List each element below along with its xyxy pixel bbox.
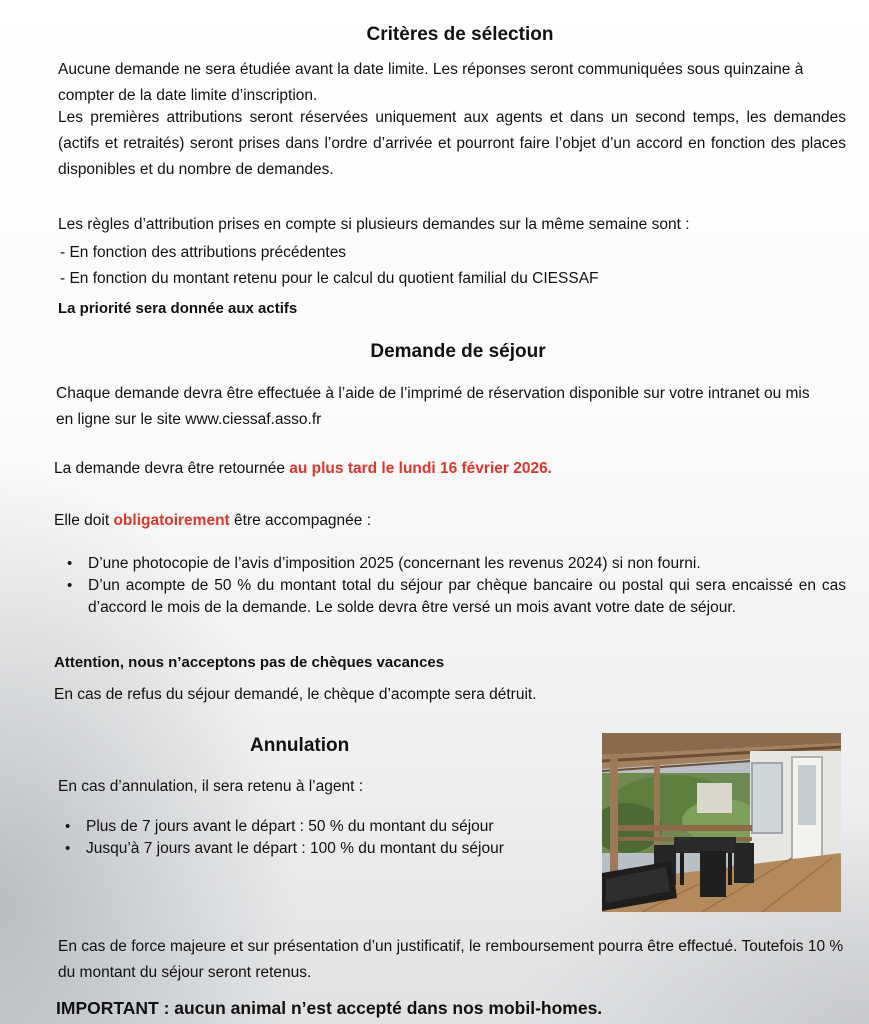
force-majeure-note: En cas de force majeure et sur présentation d’un justificatif, le remboursement pourra être effectué. Toutefois 10 % du montant du séjour seront retenus.: [58, 938, 844, 981]
demande-paragraph-1: Chaque demande devra être effectuée à l’aide de l’imprimé de réservation disponible sur votre intranet ou mis en ligne sur le site www.ciessaf.asso.fr: [56, 385, 810, 428]
important-no-animals: IMPORTANT : aucun animal n’est accepté dans nos mobil-homes.: [56, 998, 603, 1018]
no-holiday-vouchers-warning: Attention, nous n’acceptons pas de chèques vacances: [54, 654, 445, 671]
annulation-intro: En cas d’annulation, il sera retenu à l’agent :: [58, 778, 364, 795]
criteres-title: Critères de sélection: [366, 24, 554, 45]
list-item: • D’une photocopie de l’avis d’imposition 2025 (concernant les revenus 2024) si non fourni.: [58, 553, 846, 575]
list-item: • D’un acompte de 50 % du montant total du séjour par chèque bancaire ou postal qui sera encaissé en cas d’accord le mois de la demande. Le solde devra être versé un mois avant votre date de séjour.: [58, 575, 846, 619]
accomp-suffix: être accompagnée :: [229, 512, 372, 529]
annulation-title: Annulation: [250, 735, 350, 756]
required-documents-list: [58, 553, 846, 619]
rules-intro: Les règles d’attribution prises en compte si plusieurs demandes sur la même semaine sont :: [58, 216, 690, 233]
mandatory-highlight: obligatoirement: [113, 512, 230, 529]
list-item: - En fonction des attributions précédentes: [60, 244, 347, 261]
deadline-text: [54, 456, 834, 482]
cancellation-fees-list: [56, 816, 596, 860]
list-item: - En fonction du montant retenu pour le calcul du quotient familial du CIESSAF: [60, 270, 599, 287]
priority-note: La priorité sera donnée aux actifs: [58, 300, 298, 317]
deadline-prefix: La demande devra être retournée: [54, 460, 290, 477]
accomp-prefix: Elle doit: [54, 512, 114, 529]
list-item: • Plus de 7 jours avant le départ : 50 % du montant du séjour: [56, 816, 596, 838]
deadline-date: au plus tard le lundi 16 février 2026.: [289, 460, 552, 477]
mobil-home-terrace-photo: [602, 733, 841, 912]
criteres-paragraph-2: Les premières attributions seront réservées uniquement aux agents et dans un second temps, les demandes (actifs et retraités) seront prises dans l’ordre d’arrivée et pourront faire l’objet d’un accord en fonction des places disponibles et du nombre de demandes.: [58, 109, 846, 178]
accompaniment-text: [54, 508, 834, 534]
criteres-paragraph-1: Aucune demande ne sera étudiée avant la date limite. Les réponses seront communiquées sous quinzaine à compter de la date limite d’inscription.: [58, 61, 804, 104]
rules-list: [60, 240, 840, 292]
refusal-note: En cas de refus du séjour demandé, le chèque d’acompte sera détruit.: [54, 686, 537, 703]
demande-title: Demande de séjour: [370, 341, 546, 362]
list-item: • Jusqu’à 7 jours avant le départ : 100 % du montant du séjour: [56, 838, 596, 860]
